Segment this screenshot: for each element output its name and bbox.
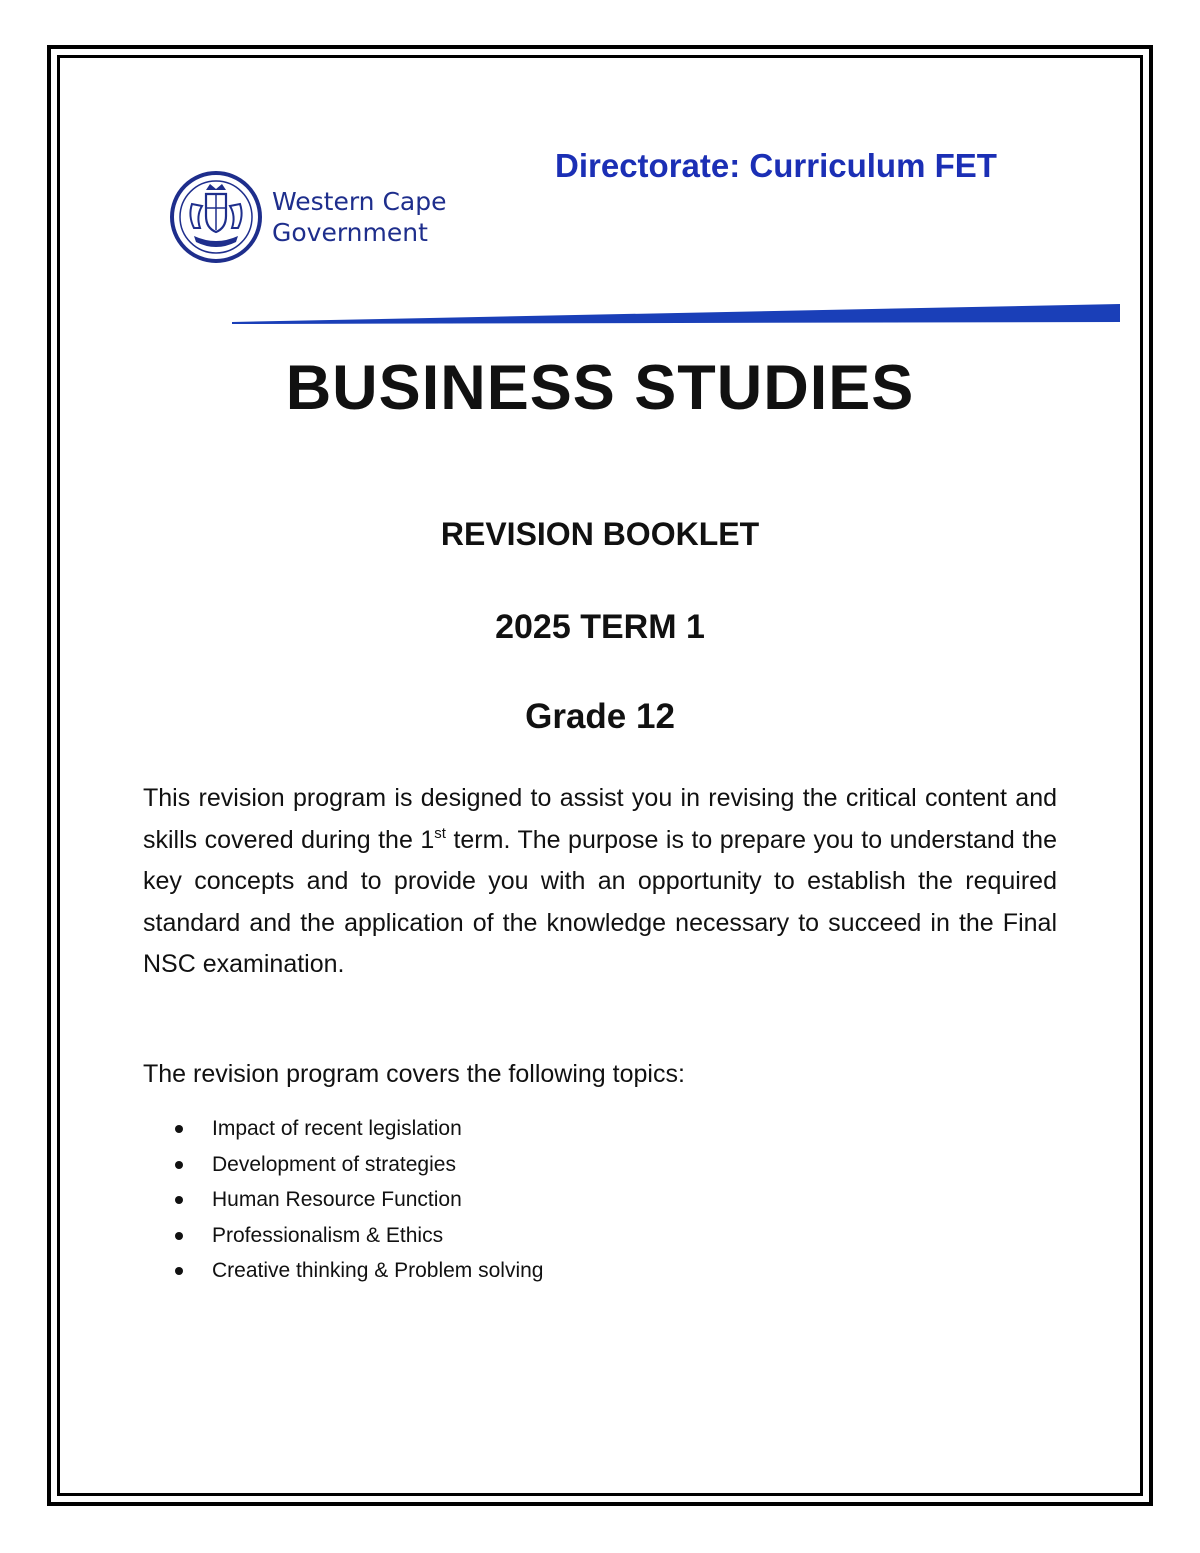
header-stripe xyxy=(232,302,1120,324)
list-item xyxy=(175,1219,544,1255)
list-item xyxy=(175,1254,544,1290)
intro-superscript: st xyxy=(434,824,446,842)
bullet-icon xyxy=(175,1161,183,1169)
document-title: BUSINESS STUDIES xyxy=(285,353,915,423)
bullet-icon xyxy=(175,1196,183,1204)
intro-text-part-1: This revision program is designed to assist you in revising the critical content and skills covered during the 1 xyxy=(143,784,1057,854)
list-item xyxy=(175,1183,544,1219)
logo-line-1: Western Cape xyxy=(272,187,447,216)
intro-text-part-2: term. The purpose is to prepare you to understand the key concepts and to provide you with an opportunity to establish the required standard and the application of the knowledge necessary to succeed in the Final NSC examination. xyxy=(143,825,1057,978)
directorate-heading: Directorate: Curriculum FET xyxy=(555,147,997,184)
topic-label: Professionalism & Ethics xyxy=(212,1223,444,1247)
intro-paragraph xyxy=(143,778,1057,986)
topic-label: Development of strategies xyxy=(212,1152,456,1176)
bullet-icon xyxy=(175,1125,183,1133)
topic-label: Creative thinking & Problem solving xyxy=(212,1259,544,1282)
list-item xyxy=(175,1112,544,1148)
topics-list xyxy=(175,1112,544,1290)
bullet-icon xyxy=(175,1267,183,1275)
booklet-subtitle: REVISION BOOKLET xyxy=(440,516,760,552)
logo-line-2: Government xyxy=(272,218,428,247)
term-label: 2025 TERM 1 xyxy=(495,608,705,646)
western-cape-government-logo xyxy=(170,170,490,266)
topic-label: Impact of recent legislation xyxy=(212,1117,462,1140)
coat-of-arms-icon xyxy=(170,170,270,266)
logo-wordmark xyxy=(272,186,447,248)
bullet-icon xyxy=(175,1232,183,1240)
grade-label: Grade 12 xyxy=(525,697,675,736)
topics-heading: The revision program covers the following topics: xyxy=(143,1060,685,1088)
list-item xyxy=(175,1148,544,1184)
topic-label: Human Resource Function xyxy=(212,1188,462,1211)
